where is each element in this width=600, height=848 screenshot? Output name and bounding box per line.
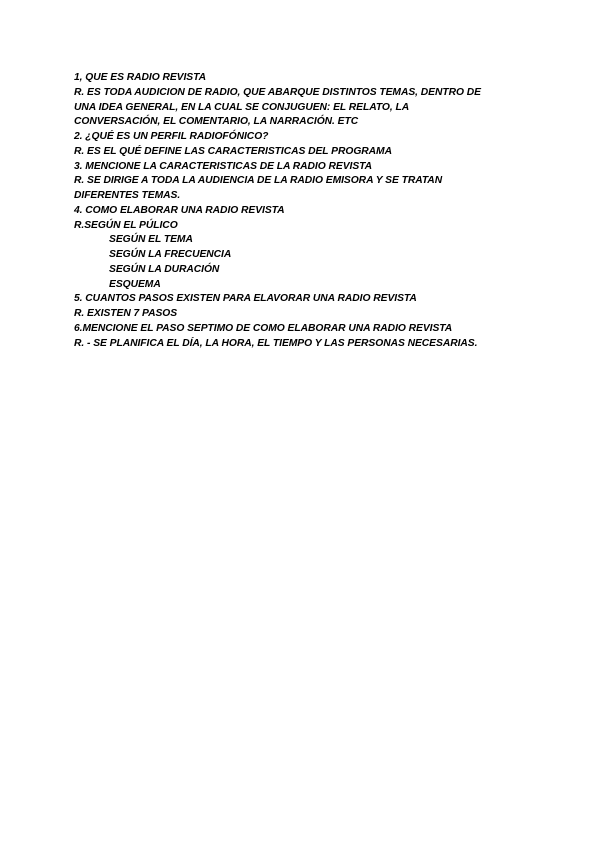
answer-4-item-frecuencia: SEGÚN LA FRECUENCIA xyxy=(109,249,232,260)
answer-1-line-2: UNA IDEA GENERAL, EN LA CUAL SE CONJUGUEN: EL RELATO, LA xyxy=(74,101,410,113)
answer-5: R. EXISTEN 7 PASOS xyxy=(74,308,178,319)
answer-4-item-esquema: ESQUEMA xyxy=(109,278,161,290)
answer-4-item-duracion: SEGÚN LA DURACIÓN xyxy=(109,263,220,275)
question-3: 3. MENCIONE LA CARACTERISTICAS DE LA RADIO REVISTA xyxy=(74,160,373,172)
answer-3-line-1: R. SE DIRIGE A TODA LA AUDIENCIA DE LA RADIO EMISORA Y SE TRATAN xyxy=(74,175,443,187)
answer-6: R. - SE PLANIFICA EL DÍA, LA HORA, EL TIEMPO Y LAS PERSONAS NECESARIAS. xyxy=(74,337,478,349)
question-1: 1, QUE ES RADIO REVISTA xyxy=(74,72,206,83)
answer-1-line-3: CONVERSACIÓN, EL COMENTARIO, LA NARRACIÓN. ETC xyxy=(74,116,359,128)
question-4: 4. COMO ELABORAR UNA RADIO REVISTA xyxy=(74,204,285,216)
answer-1-line-1: R. ES TODA AUDICION DE RADIO, QUE ABARQUE DISTINTOS TEMAS, DENTRO DE xyxy=(74,86,481,98)
question-2: 2. ¿QUÉ ES UN PERFIL RADIOFÓNICO? xyxy=(74,131,269,142)
answer-2: R. ES EL QUÉ DEFINE LAS CARACTERISTICAS DEL PROGRAMA xyxy=(74,145,392,157)
answer-3-line-2: DIFERENTES TEMAS. xyxy=(74,190,181,201)
question-5: 5. CUANTOS PASOS EXISTEN PARA ELAVORAR UNA RADIO REVISTA xyxy=(74,293,417,305)
answer-4-item-tema: SEGÚN EL TEMA xyxy=(109,234,193,246)
answer-4: R.SEGÚN EL PÚLICO xyxy=(74,219,178,231)
question-6: 6.MENCIONE EL PASO SEPTIMO DE COMO ELABORAR UNA RADIO REVISTA xyxy=(74,322,453,334)
document-body xyxy=(74,71,534,351)
